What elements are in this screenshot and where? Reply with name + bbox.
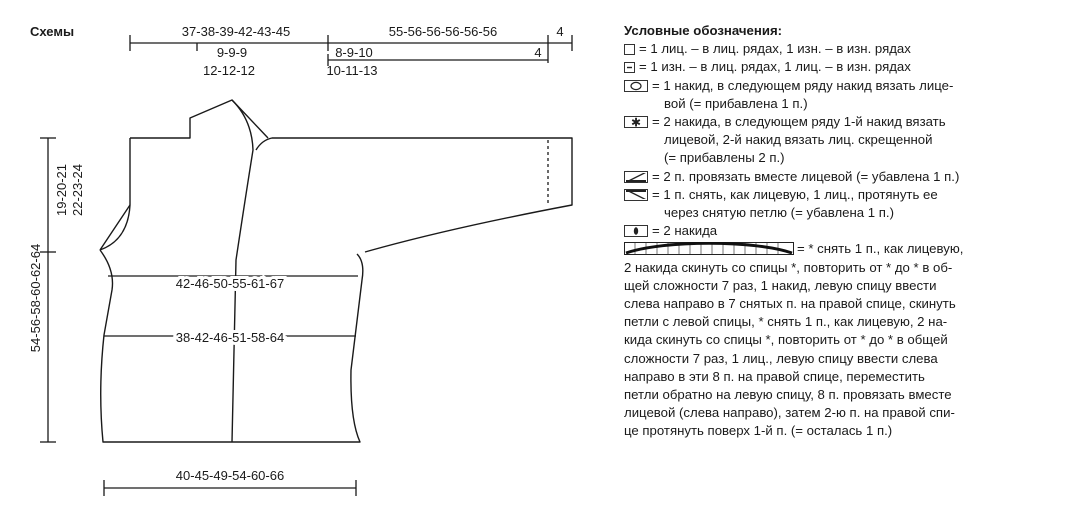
dim-armhole-2: 22-23-24 xyxy=(70,163,85,217)
legend-text: це протянуть поверх 1-й п. (= осталась 1 п.) xyxy=(624,423,893,439)
legend xyxy=(624,22,1064,441)
dim-neck-cuff: 4 xyxy=(534,45,542,60)
legend-text: через снятую петлю (= убавлена 1 п.) xyxy=(664,205,894,221)
legend-text: лицевой, 2-й накид вязать лиц. скрещенной xyxy=(664,132,933,148)
dim-side-length: 54-56-58-60-62-64 xyxy=(28,243,43,353)
legend-item xyxy=(624,168,1064,186)
legend-text: сложности 7 раз, 1 лиц., левую спицу ввести слева xyxy=(624,350,938,366)
dim-neck-right-2: 10-11-13 xyxy=(326,63,378,78)
legend-text: = 2 п. провязать вместе лицевой (= убавлена 1 п.) xyxy=(652,168,960,184)
legend-item xyxy=(624,222,1064,240)
dim-neck-right: 8-9-10 xyxy=(335,45,373,60)
legend-text: (= прибавлены 2 п.) xyxy=(664,150,785,166)
legend-text: = 2 накида, в следующем ряду 1-й накид вязать xyxy=(652,114,946,130)
legend-text: щей сложности 7 раз, 1 накид, левую спицу ввести xyxy=(624,277,937,293)
slip-knit-pass-icon xyxy=(624,189,648,201)
cable-chart-row-icon xyxy=(624,242,794,255)
legend-text: петли с левой спицы, * снять 1 п., как лицевую, 2 на- xyxy=(624,314,948,330)
legend-text: направо в эти 8 п. на правой спице, переместить xyxy=(624,368,925,384)
legend-text: = 1 накид, в следующем ряду накид вязать лице- xyxy=(652,77,954,93)
dim-bottom: 40-45-49-54-60-66 xyxy=(175,468,285,483)
legend-text: вой (= прибавлена 1 п.) xyxy=(664,95,808,111)
legend-item xyxy=(624,186,1064,204)
legend-item xyxy=(624,58,1064,76)
dash-square-icon xyxy=(624,62,635,73)
dim-waist: 38-42-46-51-58-64 xyxy=(175,330,285,345)
legend-text: кида скинуть со спицы *, повторить от * до * в общей xyxy=(624,332,948,348)
yarn-over-icon xyxy=(624,80,648,92)
legend-text: лицевой (слева направо), затем 2-ю п. на правой спи- xyxy=(624,405,955,421)
legend-item xyxy=(624,113,1064,131)
legend-text: = * снять 1 п., как лицевую, xyxy=(797,241,964,257)
knit-two-together-icon xyxy=(624,171,648,183)
legend-item xyxy=(624,40,1064,58)
legend-text: слева направо в 7 снятых п. на правой спице, скинуть xyxy=(624,296,956,312)
dim-top-cuff: 4 xyxy=(556,24,564,39)
dim-neck-left-2: 12-12-12 xyxy=(202,63,256,78)
legend-text: = 2 накида xyxy=(652,223,718,239)
legend-item-long xyxy=(624,240,1064,258)
legend-text: 2 накида скинуть со спицы *, повторить от * до * в об- xyxy=(624,259,953,275)
dim-top-left: 37-38-39-42-43-45 xyxy=(181,24,291,39)
svg-text:✱: ✱ xyxy=(630,117,642,128)
dim-neck-left: 9-9-9 xyxy=(216,45,248,60)
garment-outline xyxy=(100,100,572,442)
legend-item xyxy=(624,77,1064,95)
legend-text: петли обратно на левую спицу, 8 п. провязать вместе xyxy=(624,387,952,403)
legend-text: = 1 лиц. – в лиц. рядах, 1 изн. – в изн. рядах xyxy=(639,41,911,57)
double-yarn-over-star-icon xyxy=(624,116,648,128)
dim-chest: 42-46-50-55-61-67 xyxy=(175,276,285,291)
legend-title: Условные обозначения: xyxy=(624,23,783,38)
blank-square-icon xyxy=(624,44,635,55)
dim-armhole-1: 19-20-21 xyxy=(54,163,69,217)
legend-text: = 1 изн. – в лиц. рядах, 1 лиц. – в изн. рядах xyxy=(639,59,911,75)
schematic-title: Схемы xyxy=(30,24,75,39)
two-yarn-overs-icon xyxy=(624,225,648,237)
dim-top-right: 55-56-56-56-56-56 xyxy=(388,24,498,39)
legend-text: = 1 п. снять, как лицевую, 1 лиц., протянуть ее xyxy=(652,186,938,202)
